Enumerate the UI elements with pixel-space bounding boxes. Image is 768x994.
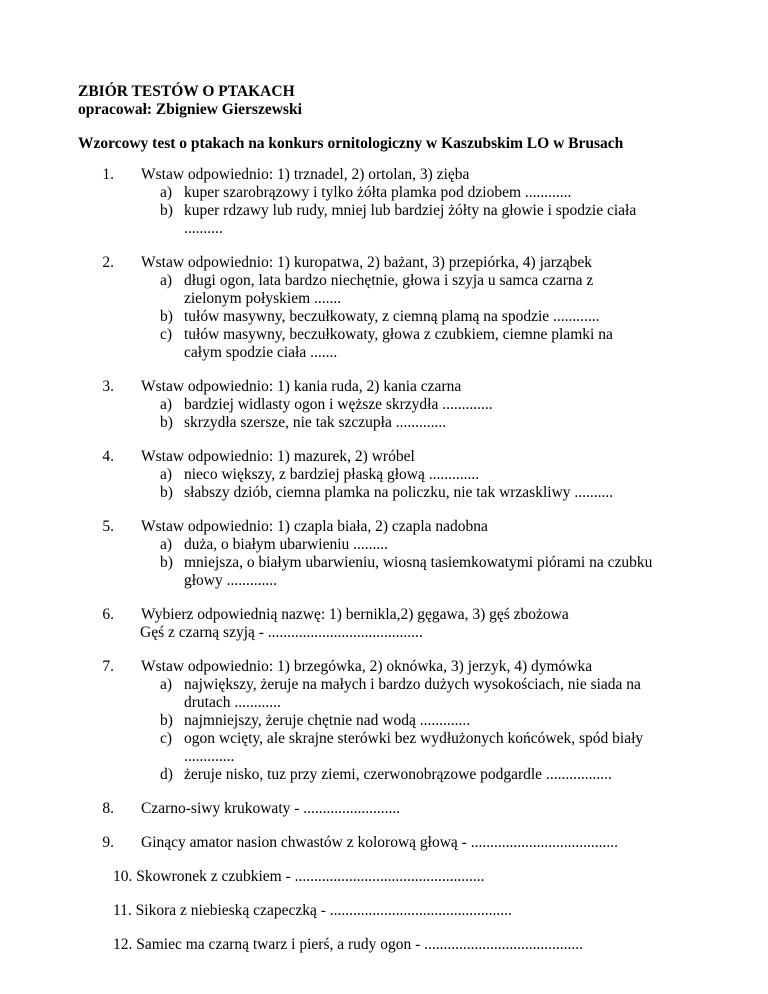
document-author: opracował: Zbigniew Gierszewski (78, 101, 302, 118)
question-text: Czarno-siwy krukowaty - ......................... (141, 800, 401, 817)
question-number: 1. (102, 166, 114, 183)
question-number: 4. (102, 448, 114, 465)
option-text: mniejsza, o białym ubarwieniu, wiosną tasiemkowatymi piórami na czubku głowy ............. (184, 554, 653, 589)
question-text: Wstaw odpowiednio: 1) kania ruda, 2) kania czarna (141, 378, 462, 395)
option-letter: c) (160, 730, 173, 747)
question-text: Wybierz odpowiednią nazwę: 1) bernikla,2) gęgawa, 3) gęś zbożowa (141, 606, 569, 623)
option-text: bardziej widlasty ogon i węższe skrzydła ............. (184, 396, 493, 413)
question-text: Wstaw odpowiednio: 1) czapla biała, 2) czapla nadobna (141, 518, 488, 535)
option-text: największy, żeruje na małych i bardzo dużych wysokościach, nie siada na drutach ............ (184, 676, 641, 711)
question-answer-line: Gęś z czarną szyją - ........................................ (140, 624, 423, 641)
option-letter: a) (160, 676, 173, 693)
option-letter: c) (160, 326, 173, 343)
question-text: Wstaw odpowiednio: 1) kuropatwa, 2) bażant, 3) przepiórka, 4) jarząbek (141, 254, 593, 271)
question-text: Wstaw odpowiednio: 1) mazurek, 2) wróbel (141, 448, 415, 465)
option-letter: a) (160, 184, 173, 201)
option-letter: b) (160, 202, 173, 219)
question-number: 9. (102, 834, 114, 851)
document-subtitle: Wzorcowy test o ptakach na konkurs ornitologiczny w Kaszubskim LO w Brusach (78, 135, 624, 152)
option-text: żeruje nisko, tuz przy ziemi, czerwonobrązowe podgardle ................. (184, 766, 612, 783)
option-letter: d) (160, 766, 173, 783)
option-text: najmniejszy, żeruje chętnie nad wodą ............. (184, 712, 471, 729)
option-letter: b) (160, 414, 173, 431)
option-letter: b) (160, 712, 173, 729)
option-text: tułów masywny, beczułkowaty, głowa z czubkiem, ciemne plamki na całym spodzie ciała ....... (184, 326, 613, 361)
option-text: słabszy dziób, ciemna plamka na policzku, nie tak wrzaskliwy .......... (184, 484, 614, 501)
option-text: długi ogon, lata bardzo niechętnie, głowa i szyja u samca czarna z zielonym połyskiem ....... (184, 272, 594, 307)
question-number: 2. (102, 254, 114, 271)
option-letter: b) (160, 484, 173, 501)
option-text: nieco większy, z bardziej płaską głową ............. (184, 466, 480, 483)
question-text: Wstaw odpowiednio: 1) trznadel, 2) ortolan, 3) zięba (141, 166, 470, 183)
question-text: Wstaw odpowiednio: 1) brzegówka, 2) oknówka, 3) jerzyk, 4) dymówka (141, 658, 593, 675)
option-letter: a) (160, 396, 173, 413)
question-number: 7. (102, 658, 114, 675)
question-text: 10. Skowronek z czubkiem - ................................................. (113, 868, 485, 885)
question-text: Ginący amator nasion chwastów z kolorową głową - ...................................... (141, 834, 618, 851)
option-text: kuper szarobrązowy i tylko żółta plamka pod dziobem ............ (184, 184, 572, 201)
question-number: 5. (102, 518, 114, 535)
option-letter: b) (160, 554, 173, 571)
question-number: 6. (102, 606, 114, 623)
document-title: ZBIÓR TESTÓW O PTAKACH (78, 83, 295, 100)
question-number: 3. (102, 378, 114, 395)
option-letter: a) (160, 536, 173, 553)
option-text: tułów masywny, beczułkowaty, z ciemną plamą na spodzie ............ (184, 308, 600, 325)
option-text: ogon wcięty, ale skrajne sterówki bez wydłużonych końcówek, spód biały ............. (184, 730, 644, 765)
option-text: skrzydła szersze, nie tak szczupła ............. (184, 414, 447, 431)
option-letter: b) (160, 308, 173, 325)
option-letter: a) (160, 272, 173, 289)
option-text: kuper rdzawy lub rudy, mniej lub bardziej żółty na głowie i spodzie ciała .......... (184, 202, 637, 237)
option-text: duża, o białym ubarwieniu ......... (184, 536, 389, 553)
option-letter: a) (160, 466, 173, 483)
question-text: 12. Samiec ma czarną twarz i pierś, a rudy ogon - ......................................... (113, 936, 584, 953)
question-number: 8. (102, 800, 114, 817)
question-text: 11. Sikora z niebieską czapeczką - ............................................... (113, 902, 512, 919)
